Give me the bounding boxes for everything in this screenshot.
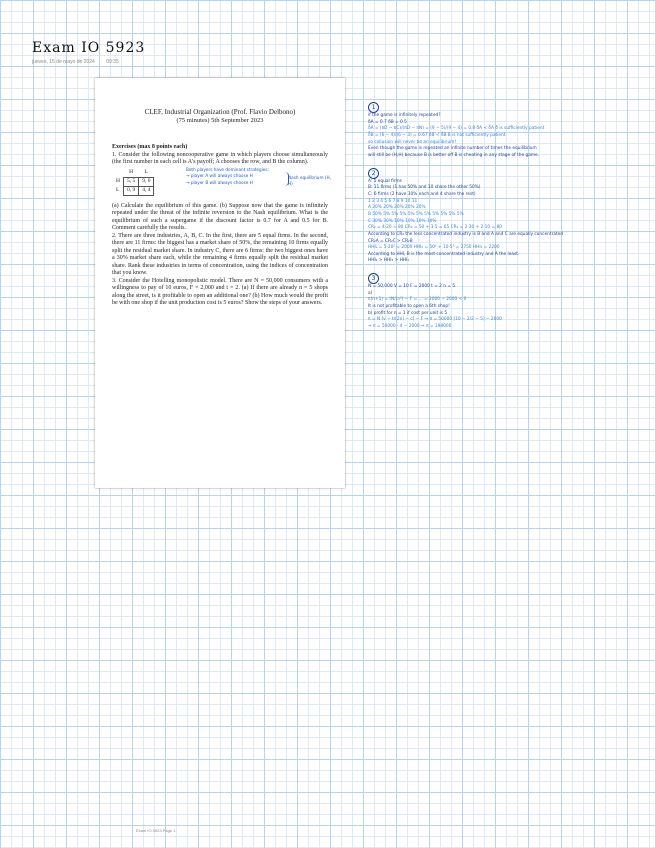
note-line: HHIₐ = 5·20² = 2000 HHI₂ = 50² + 10·5² = 2750 HHI₃ = 2200	[368, 245, 500, 251]
note-line: C 30% 30% 10% 10% 10% 10%	[368, 218, 437, 224]
note-line: δ̂B = (6 − 4)/(6 − 3) = 0.67 δB < δ̂B B is not sufficiently patient	[368, 132, 506, 138]
section-number-circle: 3	[368, 273, 379, 284]
section-number-circle: 2	[368, 168, 379, 179]
notes-section-2	[368, 168, 638, 266]
payoff-matrix	[113, 169, 154, 196]
page-title: Exam IO 5923	[32, 40, 146, 56]
note-line: According to CR₂ the less concentrated industry is B and A and C are equally concentrated	[368, 231, 564, 237]
matrix-cell: 5, 5	[123, 177, 138, 186]
exercises-header: Exercises (max 8 points each)	[112, 144, 188, 151]
question-1b-text: (a) Calculate the equilibrium of this game. (b) Suppose now that the game is infinitely repeated under the threat of the infinite reversion to the Nash equilibrium. What is the equilibrium of such a supergame if the discount factor is 0.7 for A and 0.5 for B. Comment carefully the results.	[112, 202, 328, 232]
date-text: jueves, 15 de mayo de 2024	[32, 59, 95, 65]
notes-section-1	[368, 102, 638, 160]
notes-section-3	[368, 273, 638, 331]
matrix-cell: 4, 4	[139, 186, 154, 195]
annotation-line: → player A will always choose H	[186, 173, 253, 179]
note-line: B 50% 5% 5% 5% 5% 5% 5% 5% 5% 5% 5%	[368, 211, 464, 217]
matrix-col-header: L	[144, 169, 149, 176]
note-line: B: 11 firms (1 has 50% and 10 share the other 50%)	[368, 185, 481, 191]
course-heading	[112, 108, 328, 126]
note-line: ⇒ π = 50000 · 4 − 2000 ⇒ π = 198000	[368, 324, 452, 330]
note-line: π(n+1) = tN/(n²) − F = ... = 2000 − 2000 < 0	[368, 297, 467, 303]
handwritten-notes	[368, 102, 638, 331]
exam-subtitle: (75 minutes) 5th September 2023	[176, 117, 264, 125]
exam-sheet	[95, 78, 345, 488]
note-line: C: 6 firms (2 have 30% each and 4 share the rest)	[368, 191, 476, 197]
nash-annotation: Nash equilibrium (H, H)	[288, 174, 331, 187]
note-line: Even though the game is repeated an infinite number of times the equilibrium	[368, 146, 537, 152]
time-text: 09:35	[106, 59, 119, 65]
note-line: δ̂A = (πD − πC)/(πD − πN) = (9 − 5)/(9 − 4) = 0.8 δA < δ̂A δ is sufficiently patient	[368, 126, 545, 132]
note-line: δA = 0.7 δB = 0.5	[368, 119, 407, 125]
note-line: CR₂ = 4·20 = 80 CR₂ = 50 + 3·5 = 65 CR₂ = 2·30 + 2·10 = 80	[368, 225, 502, 231]
matrix-row-header: L	[116, 187, 120, 194]
payoff-matrix-area	[112, 166, 331, 203]
note-line: A: 5 equal firms	[368, 178, 402, 184]
note-line: HHI₂ > HHI₃ > HHI₁	[368, 258, 410, 264]
matrix-col-header: H	[129, 169, 134, 176]
annotation-line: → player B will always choose H	[186, 180, 253, 186]
question-2-text: 2. There are three industries, A, B, C. In the first, there are 5 equal firms. In the second, there are 11 firms: the biggest has a market share of 50%, the remaining 10 firms equally split the residual market share. In industry C, there are 6 firms: the two biggest ones have a 30% market share each, while the remaining 4 firms equally split the residual market share. Rank these industries in terms of concentration, using the indices of concentration that you know.	[112, 232, 328, 277]
note-line: According to HHI, B is the most concentrated industry and A the least.	[368, 251, 520, 257]
annotation-line: Both players have dominant strategies:	[186, 166, 269, 172]
note-line: A 20% 20% 20% 20% 20%	[368, 205, 426, 211]
handwritten-annotation	[186, 167, 336, 187]
note-line: It is not profitable to open a 6th shop!	[368, 304, 450, 310]
section-number-circle: 1	[368, 102, 379, 113]
note-line: so collusion will never be an equilibrium!	[368, 139, 457, 145]
note-line: a)	[368, 290, 373, 296]
note-line: b) profit for n = 1 if cost per unit is 5	[368, 310, 448, 316]
note-line: N = 50,000 V = 10 F = 2000 t = 2 n = 5	[368, 284, 456, 290]
question-1-text: 1. Consider the following noncooperative game in which players choose simultaneously (the first number in each cell is A's payoff; A chooses the row, and B the column).	[112, 151, 328, 166]
question-3-text: 3. Consider the Hotelling monopolistic model. There are N = 50,000 consumers with a willingness to pay of 10 euros, F = 2,000 and t = 2. (a) If there are already n = 5 shops along the street, is it profitable to open an additional one? (b) How much would the profit be with one shop if the unit production cost is 5 euros? Show the steps of your answers.	[112, 277, 328, 307]
matrix-cell: 9, 0	[139, 177, 154, 186]
note-line: will still be (H,H) because B is better off B is cheating in any stage of the game.	[368, 152, 540, 158]
note-line: CR₂A = CR₂C > CR₂B	[368, 238, 413, 244]
course-title: CLEF, Industrial Organization (Prof. Flavio Delbono)	[144, 108, 296, 116]
matrix-cell: 0, 9	[123, 186, 138, 195]
matrix-row-header: H	[116, 178, 120, 185]
page-footer: Exam IO 5923 Page 1	[136, 828, 176, 833]
note-line: 1 2 3 4 5 6 7 8 9 10 11	[368, 198, 418, 204]
page-date	[32, 59, 145, 65]
note-line: π = N [v − t/(2n) − c] − F ⇒ π = 50000 [10 − 2/2 − 5] − 2000	[368, 317, 502, 323]
note-line: if the game is infinitely repeated?	[368, 113, 441, 118]
page-header	[32, 40, 145, 65]
